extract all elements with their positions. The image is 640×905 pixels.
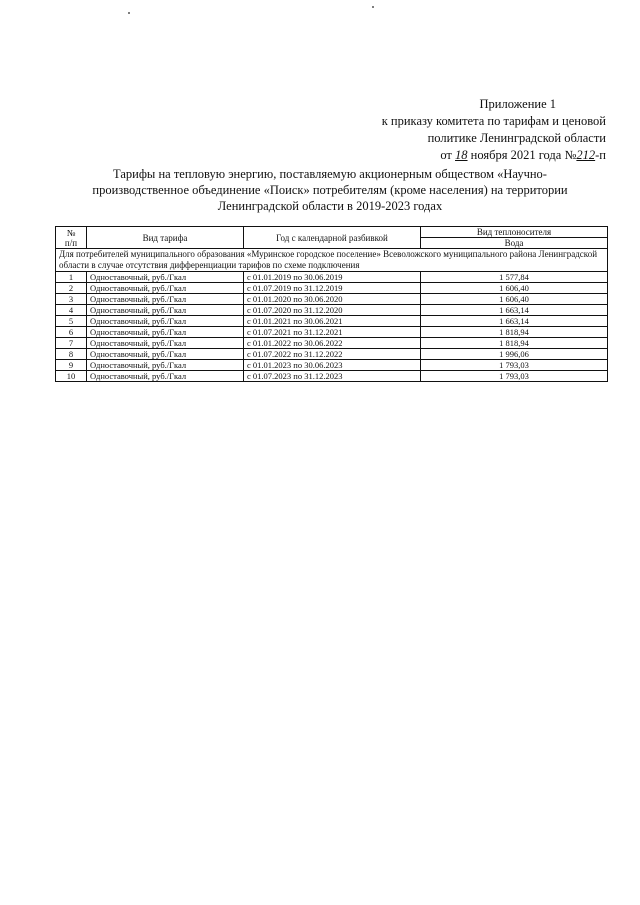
row-tariff-type: Одноставочный, руб./Гкал	[87, 349, 244, 360]
row-num: 1	[56, 272, 87, 283]
title-line-2: производственное объединение «Поиск» потребителям (кроме населения) на территории	[92, 183, 568, 197]
row-num: 4	[56, 305, 87, 316]
header-water: Вода	[421, 238, 608, 249]
table-row	[56, 327, 608, 338]
appendix-date-line	[306, 147, 606, 164]
order-suffix: -п	[595, 148, 606, 162]
row-tariff-type: Одноставочный, руб./Гкал	[87, 338, 244, 349]
row-tariff-type: Одноставочный, руб./Гкал	[87, 272, 244, 283]
row-value: 1 818,94	[421, 327, 608, 338]
row-tariff-type: Одноставочный, руб./Гкал	[87, 360, 244, 371]
document-title	[60, 166, 600, 214]
row-tariff-type: Одноставочный, руб./Гкал	[87, 316, 244, 327]
row-num: 7	[56, 338, 87, 349]
row-num: 8	[56, 349, 87, 360]
row-value: 1 996,06	[421, 349, 608, 360]
row-tariff-type: Одноставочный, руб./Гкал	[87, 327, 244, 338]
table-row	[56, 294, 608, 305]
scan-speck	[128, 12, 130, 14]
order-number-handwritten: 212	[576, 148, 596, 162]
row-period: с 01.01.2022 по 30.06.2022	[244, 338, 421, 349]
row-num: 2	[56, 283, 87, 294]
row-tariff-type: Одноставочный, руб./Гкал	[87, 371, 244, 382]
row-period: с 01.07.2020 по 31.12.2020	[244, 305, 421, 316]
row-value: 1 793,03	[421, 371, 608, 382]
row-period: с 01.01.2021 по 30.06.2021	[244, 316, 421, 327]
row-period: с 01.07.2022 по 31.12.2022	[244, 349, 421, 360]
table-row	[56, 338, 608, 349]
table-row	[56, 316, 608, 327]
row-period: с 01.01.2019 по 30.06.2019	[244, 272, 421, 283]
row-num: 5	[56, 316, 87, 327]
appendix-header	[306, 96, 606, 164]
title-line-1: Тарифы на тепловую энергию, поставляемую акционерным обществом «Научно-	[113, 167, 547, 181]
scan-speck	[372, 6, 374, 8]
table-row	[56, 349, 608, 360]
date-day-handwritten: 18	[455, 148, 468, 162]
appendix-committee: политике Ленинградской области	[427, 131, 606, 145]
table-row	[56, 272, 608, 283]
row-tariff-type: Одноставочный, руб./Гкал	[87, 283, 244, 294]
row-period: с 01.07.2019 по 31.12.2019	[244, 283, 421, 294]
header-num	[56, 227, 87, 249]
header-carrier: Вид теплоносителя	[421, 227, 608, 238]
consumer-note: Для потребителей муниципального образования «Муринское городское поселение» Всеволожского муниципального района Ленинградской области в случае отсутствия дифференциации тарифов по схеме подключения	[56, 249, 608, 272]
row-num: 9	[56, 360, 87, 371]
table-row	[56, 371, 608, 382]
title-line-3: Ленинградской области в 2019-2023 годах	[217, 199, 443, 213]
table-row	[56, 283, 608, 294]
consumer-note-row	[56, 249, 608, 272]
row-period: с 01.07.2023 по 31.12.2023	[244, 371, 421, 382]
header-tariff-type: Вид тарифа	[87, 227, 244, 249]
row-value: 1 793,03	[421, 360, 608, 371]
row-tariff-type: Одноставочный, руб./Гкал	[87, 305, 244, 316]
row-value: 1 818,94	[421, 338, 608, 349]
appendix-order-ref: к приказу комитета по тарифам и ценовой	[381, 114, 606, 128]
row-value: 1 577,84	[421, 272, 608, 283]
row-num: 3	[56, 294, 87, 305]
row-tariff-type: Одноставочный, руб./Гкал	[87, 294, 244, 305]
row-value: 1 663,14	[421, 316, 608, 327]
header-period: Год с календарной разбивкой	[244, 227, 421, 249]
header-num-symbol: №	[66, 227, 76, 238]
date-prefix: от	[440, 148, 452, 162]
tariff-table	[55, 226, 608, 382]
row-num: 6	[56, 327, 87, 338]
row-period: с 01.01.2020 по 30.06.2020	[244, 294, 421, 305]
row-period: с 01.01.2023 по 30.06.2023	[244, 360, 421, 371]
date-rest: ноября 2021 года №	[470, 148, 577, 162]
appendix-title: Приложение 1	[479, 97, 556, 111]
table-row	[56, 360, 608, 371]
row-value: 1 606,40	[421, 294, 608, 305]
table-row	[56, 305, 608, 316]
header-num-label: п/п	[64, 237, 78, 248]
row-value: 1 606,40	[421, 283, 608, 294]
row-value: 1 663,14	[421, 305, 608, 316]
row-num: 10	[56, 371, 87, 382]
row-period: с 01.07.2021 по 31.12.2021	[244, 327, 421, 338]
